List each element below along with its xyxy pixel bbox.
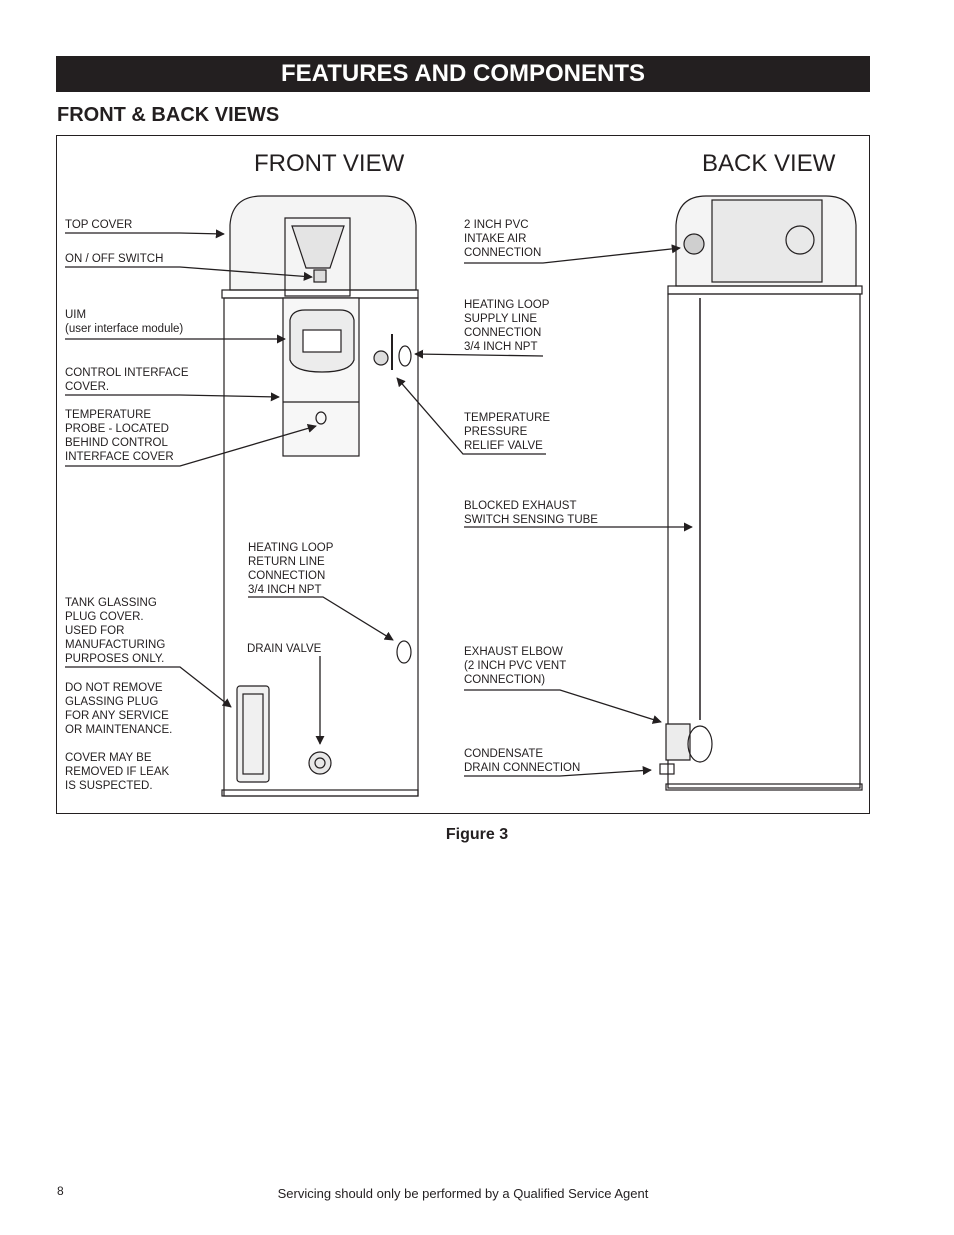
label-on-off-switch: ON / OFF SWITCH <box>65 253 164 265</box>
label-top-cover: TOP COVER <box>65 219 133 231</box>
label-control-interface-cover: CONTROL INTERFACE COVER. <box>65 367 189 393</box>
page-number: 8 <box>57 1184 64 1198</box>
label-do-not-remove: DO NOT REMOVE GLASSING PLUG FOR ANY SERVICE OR MAINTENANCE. <box>65 682 173 736</box>
label-heating-loop-supply: HEATING LOOP SUPPLY LINE CONNECTION 3/4 INCH NPT <box>464 299 550 353</box>
label-blocked-exhaust: BLOCKED EXHAUST SWITCH SENSING TUBE <box>464 500 598 526</box>
label-condensate-drain: CONDENSATE DRAIN CONNECTION <box>464 748 581 774</box>
label-uim: UIM (user interface module) <box>65 309 184 335</box>
label-exhaust-elbow: EXHAUST ELBOW (2 INCH PVC VENT CONNECTION) <box>464 646 567 686</box>
label-cover-may-be-removed: COVER MAY BE REMOVED IF LEAK IS SUSPECTED. <box>65 752 170 792</box>
label-temperature-probe: TEMPERATURE PROBE - LOCATED BEHIND CONTROL INTERFACE COVER <box>65 409 174 463</box>
figure-caption: Figure 3 <box>445 826 509 843</box>
label-intake-air: 2 INCH PVC INTAKE AIR CONNECTION <box>464 219 542 259</box>
front-view-title: FRONT VIEW <box>254 150 405 177</box>
back-view-title: BACK VIEW <box>702 150 836 177</box>
label-drain-valve: DRAIN VALVE <box>247 643 322 655</box>
page-banner-title: FEATURES AND COMPONENTS <box>56 56 870 92</box>
label-heating-loop-return: HEATING LOOP RETURN LINE CONNECTION 3/4 INCH NPT <box>248 542 334 596</box>
footer-note: Servicing should only be performed by a Qualified Service Agent <box>277 1186 649 1201</box>
label-tank-glassing: TANK GLASSING PLUG COVER. USED FOR MANUFACTURING PURPOSES ONLY. <box>65 597 166 665</box>
label-tp-relief-valve: TEMPERATURE PRESSURE RELIEF VALVE <box>464 412 551 452</box>
section-title: FRONT & BACK VIEWS <box>57 104 280 126</box>
